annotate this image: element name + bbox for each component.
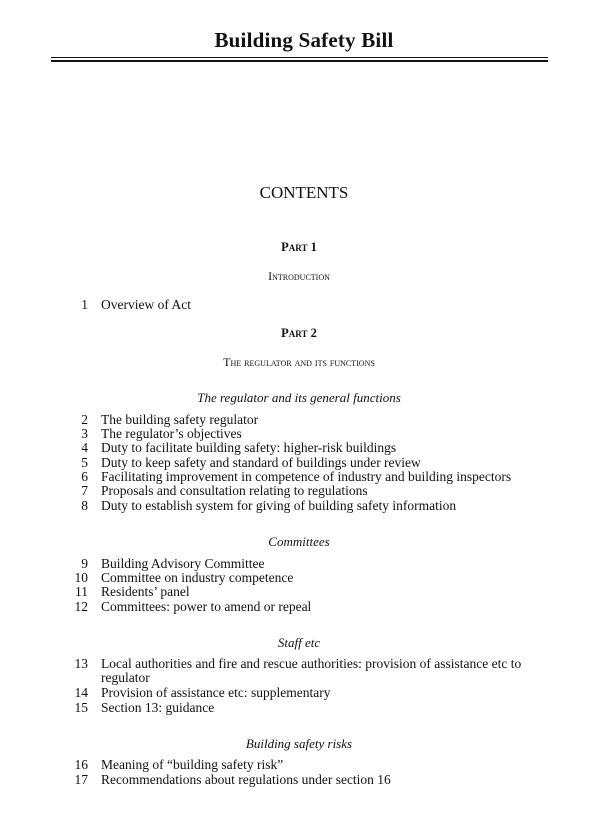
toc-entry[interactable] [60, 773, 560, 787]
toc-entry[interactable] [60, 657, 550, 686]
section-title: Duty to keep safety and standard of buildings under review [101, 455, 421, 470]
group-title-building-safety-risks: Building safety risks [245, 736, 353, 751]
section-number: 12 [74, 599, 88, 614]
section-number: 4 [81, 440, 88, 455]
section-title: Proposals and consultation relating to regulations [101, 483, 368, 498]
section-number: 7 [81, 483, 88, 498]
toc-entry[interactable] [60, 499, 560, 513]
section-number: 2 [81, 412, 88, 427]
toc-entry[interactable] [60, 298, 560, 312]
section-title: Section 13: guidance [101, 700, 215, 715]
toc-entry[interactable] [60, 758, 560, 772]
section-title: Meaning of “building safety risk” [101, 757, 284, 772]
toc-entry[interactable] [60, 441, 560, 455]
section-number: 15 [74, 700, 88, 715]
section-number: 5 [81, 455, 88, 470]
part-1-title: Introduction [268, 269, 330, 283]
contents-heading: CONTENTS [259, 183, 349, 202]
part-1-label: Part 1 [281, 240, 317, 254]
section-title: The building safety regulator [101, 412, 259, 427]
group-title-staff: Staff etc [277, 635, 321, 650]
section-title: Duty to facilitate building safety: higher-risk buildings [101, 440, 397, 455]
title-rule-thin [51, 57, 548, 58]
section-title: The regulator’s objectives [101, 426, 242, 441]
toc-entry[interactable] [60, 600, 560, 614]
section-title: Facilitating improvement in competence of industry and building inspectors [101, 469, 512, 484]
part-2-title: The regulator and its functions [223, 355, 375, 369]
section-title: Committee on industry competence [101, 570, 294, 585]
part-2-label: Part 2 [281, 326, 317, 340]
section-title: Local authorities and fire and rescue authorities: provision of assistance etc to regulator [101, 656, 522, 686]
section-number: 6 [81, 469, 88, 484]
section-title: Committees: power to amend or repeal [101, 599, 312, 614]
group-title-committees: Committees [268, 534, 330, 549]
section-number: 1 [81, 297, 88, 312]
section-number: 10 [74, 570, 88, 585]
section-title: Recommendations about regulations under section 16 [101, 772, 391, 787]
section-number: 3 [81, 426, 88, 441]
group-title-general-functions: The regulator and its general functions [197, 390, 401, 405]
section-number: 8 [81, 498, 88, 513]
section-title: Building Advisory Committee [101, 556, 265, 571]
section-title: Provision of assistance etc: supplementary [101, 685, 331, 700]
section-title: Overview of Act [101, 297, 191, 312]
section-number: 9 [81, 556, 88, 571]
toc-entry[interactable] [60, 701, 560, 715]
title-rule-thick [51, 60, 548, 62]
section-number: 14 [74, 685, 88, 700]
toc-entry[interactable] [60, 686, 560, 700]
section-number: 16 [74, 757, 88, 772]
section-number: 13 [74, 656, 88, 671]
toc-entry[interactable] [60, 585, 560, 599]
section-number: 17 [74, 772, 88, 787]
toc-entry[interactable] [60, 484, 560, 498]
section-number: 11 [75, 584, 88, 599]
bill-title: Building Safety Bill [214, 28, 394, 52]
section-title: Residents’ panel [101, 584, 190, 599]
section-title: Duty to establish system for giving of building safety information [101, 498, 457, 513]
